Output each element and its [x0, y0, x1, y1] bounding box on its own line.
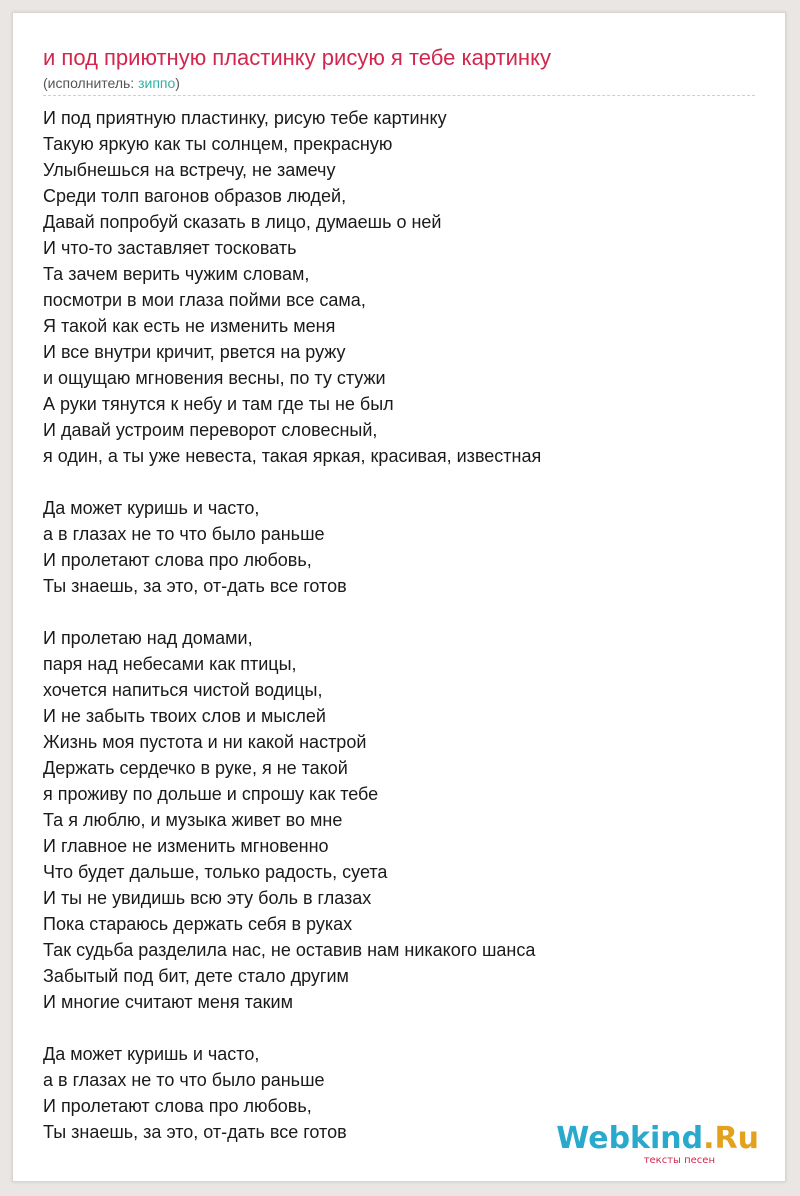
song-title: и под приютную пластинку рисую я тебе картинку	[43, 45, 551, 70]
lyrics-line: И что-то заставляет тосковать	[43, 238, 297, 258]
site-logo[interactable]	[556, 1123, 759, 1167]
lyrics-line: Да может куришь и часто,	[43, 1044, 260, 1064]
lyrics-line: И пролетают слова про любовь,	[43, 550, 312, 570]
lyrics-line: Жизнь моя пустота и ни какой настрой	[43, 732, 367, 752]
lyrics-line: Среди толп вагонов образов людей,	[43, 186, 347, 206]
lyrics-line: посмотри в мои глаза пойми все сама,	[43, 290, 366, 310]
lyrics-line: И не забыть твоих слов и мыслей	[43, 706, 326, 726]
lyrics-line: я один, а ты уже невеста, такая яркая, красивая, известная	[43, 446, 542, 466]
lyrics-line: И многие считают меня таким	[43, 992, 293, 1012]
artist-link[interactable]: зиппо	[138, 75, 176, 91]
title-divider	[43, 95, 755, 96]
lyrics-line: Улыбнешься на встречу, не замечу	[43, 160, 336, 180]
logo-brand: Webkind	[556, 1121, 704, 1156]
lyrics-line: а в глазах не то что было раньше	[43, 1070, 325, 1090]
lyrics-line: Да может куришь и часто,	[43, 498, 260, 518]
lyrics-line: Та зачем верить чужим словам,	[43, 264, 310, 284]
logo-tld: .Ru	[703, 1121, 759, 1156]
lyrics-stanza	[43, 495, 763, 599]
lyrics-line: И главное не изменить мгновенно	[43, 836, 329, 856]
lyrics-line: Что будет дальше, только радость, суета	[43, 862, 388, 882]
lyrics-line: Ты знаешь, за это, от-дать все готов	[43, 576, 347, 596]
lyrics-line: хочется напиться чистой водицы,	[43, 680, 323, 700]
lyrics-line: паря над небесами как птицы,	[43, 654, 297, 674]
lyrics-line: Забытый под бит, дете стало другим	[43, 966, 349, 986]
lyrics-line: И под приятную пластинку, рисую тебе картинку	[43, 108, 447, 128]
lyrics-stanza	[43, 105, 763, 469]
lyrics-line: Пока стараюсь держать себя в руках	[43, 914, 353, 934]
lyrics-line: И все внутри кричит, рвется на ружу	[43, 342, 346, 362]
lyrics-line: И давай устроим переворот словесный,	[43, 420, 378, 440]
lyrics-line: И ты не увидишь всю эту боль в глазах	[43, 888, 372, 908]
lyrics-line: Я такой как есть не изменить меня	[43, 316, 336, 336]
lyrics-line: я проживу по дольше и спрошу как тебе	[43, 784, 379, 804]
artist-suffix: )	[175, 75, 180, 91]
lyrics-line: Такую яркую как ты солнцем, прекрасную	[43, 134, 393, 154]
lyrics-stanza	[43, 625, 763, 1015]
lyrics-line: И пролетают слова про любовь,	[43, 1096, 312, 1116]
logo-tagline: тексты песен	[643, 1155, 715, 1166]
lyrics-line: Так судьба разделила нас, не оставив нам никакого шанса	[43, 940, 536, 960]
lyrics-line: А руки тянутся к небу и там где ты не был	[43, 394, 394, 414]
lyrics-line: Та я люблю, и музыка живет во мне	[43, 810, 343, 830]
lyrics-line: и ощущаю мгновения весны, по ту стужи	[43, 368, 386, 388]
lyrics-line: Ты знаешь, за это, от-дать все готов	[43, 1122, 347, 1142]
lyrics-line: а в глазах не то что было раньше	[43, 524, 325, 544]
lyrics-line: Давай попробуй сказать в лицо, думаешь о ней	[43, 212, 442, 232]
artist-prefix: (исполнитель:	[43, 75, 139, 91]
lyrics-body	[43, 105, 763, 1171]
lyrics-line: И пролетаю над домами,	[43, 628, 253, 648]
artist-line	[43, 73, 180, 93]
lyrics-card	[12, 12, 786, 1182]
logo-wordmark	[556, 1123, 759, 1155]
lyrics-line: Держать сердечко в руке, я не такой	[43, 758, 348, 778]
